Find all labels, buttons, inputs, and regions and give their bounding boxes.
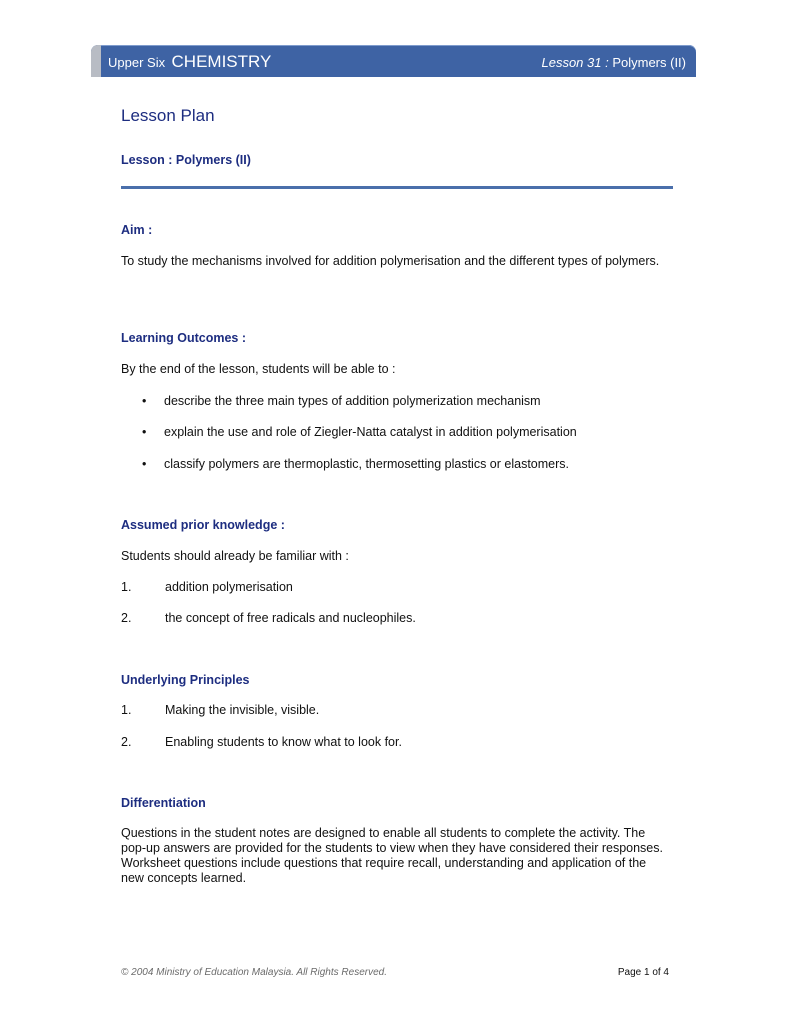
list-item	[121, 703, 319, 717]
list-item-text: describe the three main types of addition polymerization mechanism	[164, 394, 541, 408]
principles-heading: Underlying Principles	[121, 673, 250, 687]
aim-heading: Aim :	[121, 223, 153, 237]
list-item	[142, 394, 541, 408]
list-item	[142, 425, 577, 439]
list-item-text: explain the use and role of Ziegler-Natta catalyst in addition polymerisation	[164, 425, 577, 439]
list-item-text: Making the invisible, visible.	[165, 703, 320, 717]
course-title	[108, 52, 271, 72]
aim-text: To study the mechanisms involved for addition polymerisation and the different types of polymers.	[121, 254, 660, 268]
prior-knowledge-heading: Assumed prior knowledge :	[121, 518, 285, 532]
list-item-text: addition polymerisation	[165, 580, 293, 594]
differentiation-text: Questions in the student notes are designed to enable all students to complete the activity. The pop-up answers are provided for the students to view when they have considered their responses. Worksheet questions include questions that require recall, understanding and application of the new concepts learned.	[121, 826, 663, 885]
lesson-line: Lesson : Polymers (II)	[121, 153, 251, 167]
learning-outcomes-intro: By the end of the lesson, students will be able to :	[121, 362, 396, 376]
list-item-text: the concept of free radicals and nucleophiles.	[165, 611, 416, 625]
lesson-label: Lesson 31 :	[541, 55, 609, 70]
lesson-header	[541, 55, 686, 70]
list-item-number: 2.	[121, 611, 132, 625]
learning-outcomes-heading: Learning Outcomes :	[121, 331, 247, 345]
list-item-text: Enabling students to know what to look for.	[165, 735, 402, 749]
list-item-number: 1.	[121, 580, 132, 594]
list-item	[121, 580, 293, 594]
list-item-number: 2.	[121, 735, 132, 749]
page-number: Page 1 of 4	[617, 967, 669, 978]
lesson-topic: Polymers (II)	[612, 55, 686, 70]
section-divider	[121, 186, 673, 189]
page-title: Lesson Plan	[121, 106, 215, 125]
list-item-number: 1.	[121, 703, 132, 717]
bullet-icon: •	[142, 425, 147, 439]
list-item	[121, 611, 416, 625]
prior-knowledge-intro: Students should already be familiar with :	[121, 549, 349, 563]
differentiation-heading: Differentiation	[121, 796, 206, 810]
copyright-notice: © 2004 Ministry of Education Malaysia. All Rights Reserved.	[121, 967, 388, 978]
bullet-icon: •	[142, 457, 147, 471]
list-item	[121, 735, 402, 749]
list-item	[142, 457, 569, 471]
header-banner-edge	[91, 45, 101, 77]
bullet-icon: •	[142, 394, 147, 408]
course-subject: CHEMISTRY	[171, 52, 272, 71]
course-prefix: Upper Six	[108, 55, 166, 70]
list-item-text: classify polymers are thermoplastic, thermosetting plastics or elastomers.	[164, 457, 570, 471]
